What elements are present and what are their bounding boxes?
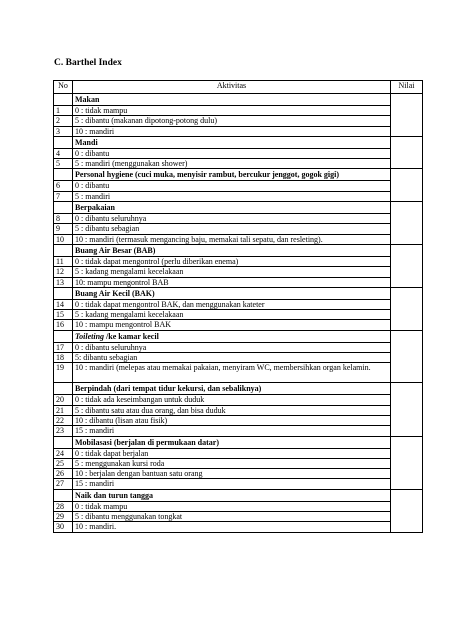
row-activity: 0 : tidak dapat mengontrol BAK, dan menggunakan kateter <box>73 299 391 309</box>
table-row <box>54 512 423 522</box>
section-title: Buang Air Kecil (BAK) <box>73 287 391 299</box>
row-activity: 5 : dibantu sebagian <box>73 224 391 234</box>
section-row <box>54 330 423 342</box>
table-row <box>54 159 423 169</box>
section-title: Berpindah (dari tempat tidur kekursi, dan sebaliknya) <box>73 383 391 395</box>
table-row <box>54 310 423 320</box>
table-row <box>54 405 423 415</box>
section-no-cell <box>54 330 73 342</box>
row-activity: 5 : mandiri <box>73 191 391 201</box>
table-row <box>54 363 423 383</box>
row-number: 20 <box>54 395 73 405</box>
score-cell[interactable] <box>391 489 423 532</box>
section-title: Mobilasasi (berjalan di permukaan datar) <box>73 436 391 448</box>
header-no: No <box>54 81 73 94</box>
row-number: 1 <box>54 106 73 116</box>
row-activity: 0 : dibantu <box>73 148 391 158</box>
row-number: 12 <box>54 267 73 277</box>
row-number: 23 <box>54 426 73 436</box>
row-activity: 0 : dibantu <box>73 181 391 191</box>
row-activity: 5 : kadang mengalami kecelakaan <box>73 310 391 320</box>
row-activity: 10 : berjalan dengan bantuan satu orang <box>73 469 391 479</box>
section-row <box>54 436 423 448</box>
row-activity: 5 : dibantu menggunakan tongkat <box>73 512 391 522</box>
table-row <box>54 479 423 489</box>
row-activity: 5 : dibantu (makanan dipotong-potong dulu) <box>73 116 391 126</box>
row-number: 13 <box>54 277 73 287</box>
section-title-rest: /ke kamar kecil <box>104 331 159 341</box>
row-number: 2 <box>54 116 73 126</box>
row-number: 30 <box>54 522 73 532</box>
row-number: 19 <box>54 363 73 383</box>
section-title <box>73 330 391 342</box>
section-row <box>54 489 423 501</box>
table-row <box>54 224 423 234</box>
section-row <box>54 136 423 148</box>
row-activity: 5 : mandiri (menggunakan shower) <box>73 159 391 169</box>
section-title: Makan <box>73 94 391 106</box>
section-row <box>54 383 423 395</box>
score-cell[interactable] <box>391 436 423 489</box>
row-activity: 0 : tidak ada keseimbangan untuk duduk <box>73 395 391 405</box>
row-activity: 10 : mampu mengontrol BAK <box>73 320 391 330</box>
row-number: 9 <box>54 224 73 234</box>
row-activity: 10 : mandiri <box>73 126 391 136</box>
section-row <box>54 287 423 299</box>
score-cell[interactable] <box>391 383 423 436</box>
table-row <box>54 106 423 116</box>
section-no-cell <box>54 169 73 181</box>
row-number: 27 <box>54 479 73 489</box>
score-cell[interactable] <box>391 330 423 383</box>
table-row <box>54 214 423 224</box>
table-row <box>54 148 423 158</box>
score-cell[interactable] <box>391 94 423 137</box>
section-no-cell <box>54 94 73 106</box>
table-row <box>54 181 423 191</box>
row-number: 15 <box>54 310 73 320</box>
row-number: 28 <box>54 501 73 511</box>
row-activity: 10 : mandiri. <box>73 522 391 532</box>
row-activity: 5 : dibantu satu atau dua orang, dan bisa duduk <box>73 405 391 415</box>
section-row <box>54 169 423 181</box>
table-row <box>54 126 423 136</box>
table-header-row <box>54 81 423 94</box>
table-row <box>54 116 423 126</box>
row-number: 7 <box>54 191 73 201</box>
section-no-cell <box>54 136 73 148</box>
section-row <box>54 202 423 214</box>
row-activity: 0 : dibantu seluruhnya <box>73 214 391 224</box>
row-number: 25 <box>54 458 73 468</box>
score-cell[interactable] <box>391 136 423 169</box>
row-number: 14 <box>54 299 73 309</box>
table-row <box>54 299 423 309</box>
header-activity: Aktivitas <box>73 81 391 94</box>
row-number: 16 <box>54 320 73 330</box>
score-cell[interactable] <box>391 169 423 202</box>
row-activity: 10: mampu mengontrol BAB <box>73 277 391 287</box>
section-no-cell <box>54 202 73 214</box>
section-title: Buang Air Besar (BAB) <box>73 244 391 256</box>
section-no-cell <box>54 489 73 501</box>
score-cell[interactable] <box>391 244 423 287</box>
table-row <box>54 342 423 352</box>
row-activity: 15 : mandiri <box>73 479 391 489</box>
table-row <box>54 415 423 425</box>
row-activity: 10 : mandiri (melepas atau memakai pakaian, menyiram WC, membersihkan organ kelamin. <box>73 363 391 383</box>
section-heading: C. Barthel Index <box>54 58 122 68</box>
table-row <box>54 320 423 330</box>
table-row <box>54 267 423 277</box>
table-row <box>54 234 423 244</box>
row-number: 17 <box>54 342 73 352</box>
row-number: 18 <box>54 353 73 363</box>
table-row <box>54 469 423 479</box>
row-activity: 10 : mandiri (termasuk mengancing baju, memakai tali sepatu, dan resleting). <box>73 234 391 244</box>
row-number: 22 <box>54 415 73 425</box>
section-no-cell <box>54 244 73 256</box>
section-row <box>54 244 423 256</box>
row-activity: 0 : tidak dapat mengontrol (perlu diberikan enema) <box>73 256 391 266</box>
table-row <box>54 448 423 458</box>
row-number: 4 <box>54 148 73 158</box>
section-no-cell <box>54 287 73 299</box>
row-activity: 5 : menggunakan kursi roda <box>73 458 391 468</box>
table-row <box>54 353 423 363</box>
table-row <box>54 256 423 266</box>
section-no-cell <box>54 436 73 448</box>
row-number: 3 <box>54 126 73 136</box>
row-number: 11 <box>54 256 73 266</box>
row-activity: 15 : mandiri <box>73 426 391 436</box>
table-row <box>54 426 423 436</box>
row-number: 21 <box>54 405 73 415</box>
section-title-italic: Toileting <box>75 331 105 341</box>
section-title: Mandi <box>73 136 391 148</box>
row-activity: 10 : dibantu (lisan atau fisik) <box>73 415 391 425</box>
table-row <box>54 458 423 468</box>
row-activity: 0 : tidak dapat berjalan <box>73 448 391 458</box>
score-cell[interactable] <box>391 287 423 330</box>
header-score: Nilai <box>391 81 423 94</box>
row-number: 26 <box>54 469 73 479</box>
section-title: Personal hygiene (cuci muka, menyisir rambut, bercukur jenggot, gogok gigi) <box>73 169 391 181</box>
barthel-index-table <box>53 80 423 533</box>
row-activity: 0 : dibantu seluruhnya <box>73 342 391 352</box>
table-row <box>54 522 423 532</box>
row-number: 24 <box>54 448 73 458</box>
section-row <box>54 94 423 106</box>
row-activity: 0 : tidak mampu <box>73 106 391 116</box>
row-number: 29 <box>54 512 73 522</box>
section-title: Naik dan turun tangga <box>73 489 391 501</box>
table-row <box>54 277 423 287</box>
table-row <box>54 191 423 201</box>
row-number: 5 <box>54 159 73 169</box>
row-activity: 5: dibantu sebagian <box>73 353 391 363</box>
table-row <box>54 501 423 511</box>
section-no-cell <box>54 383 73 395</box>
row-number: 10 <box>54 234 73 244</box>
section-title: Berpakaian <box>73 202 391 214</box>
row-activity: 0 : tidak mampu <box>73 501 391 511</box>
score-cell[interactable] <box>391 202 423 245</box>
row-activity: 5 : kadang mengalami kecelakaan <box>73 267 391 277</box>
table-row <box>54 395 423 405</box>
row-number: 6 <box>54 181 73 191</box>
row-number: 8 <box>54 214 73 224</box>
